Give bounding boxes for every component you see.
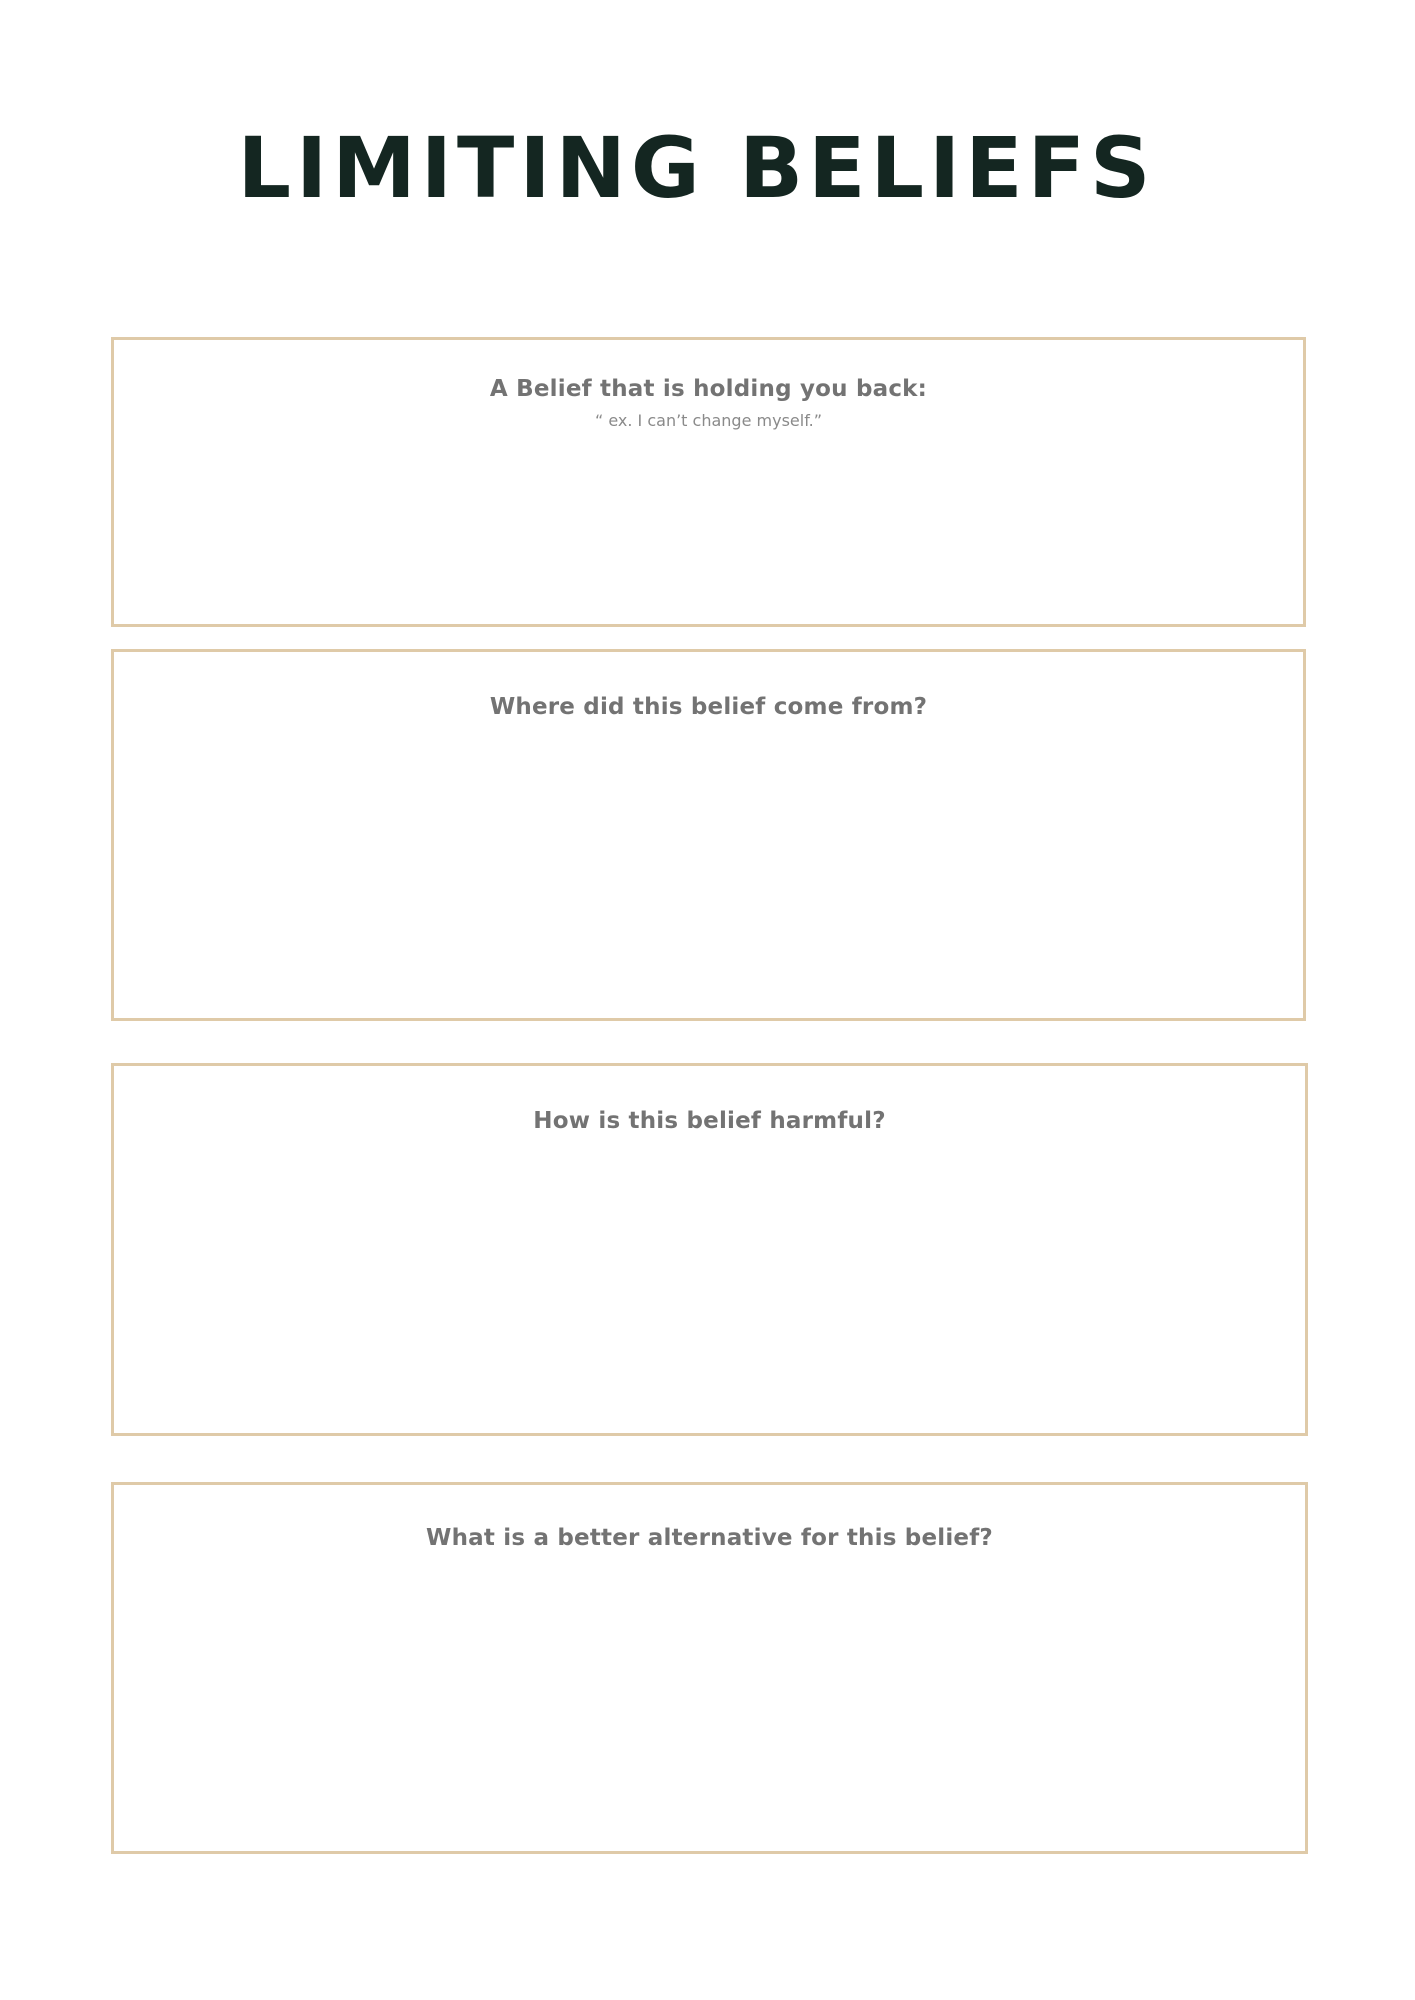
harm-question: How is this belief harmful? [533,1108,886,1134]
alternative-question: What is a better alternative for this belief? [426,1525,993,1551]
origin-question: Where did this belief come from? [489,694,928,720]
belief-example-hint: “ ex. I can’t change myself.” [594,411,823,430]
belief-answer-box[interactable] [111,337,1306,627]
harm-answer-box[interactable] [111,1063,1308,1436]
origin-answer-box[interactable] [111,649,1306,1021]
alternative-answer-box[interactable] [111,1482,1308,1854]
belief-question: A Belief that is holding you back: [489,376,928,402]
page-title: LIMITING BELIEFS [237,119,1156,217]
